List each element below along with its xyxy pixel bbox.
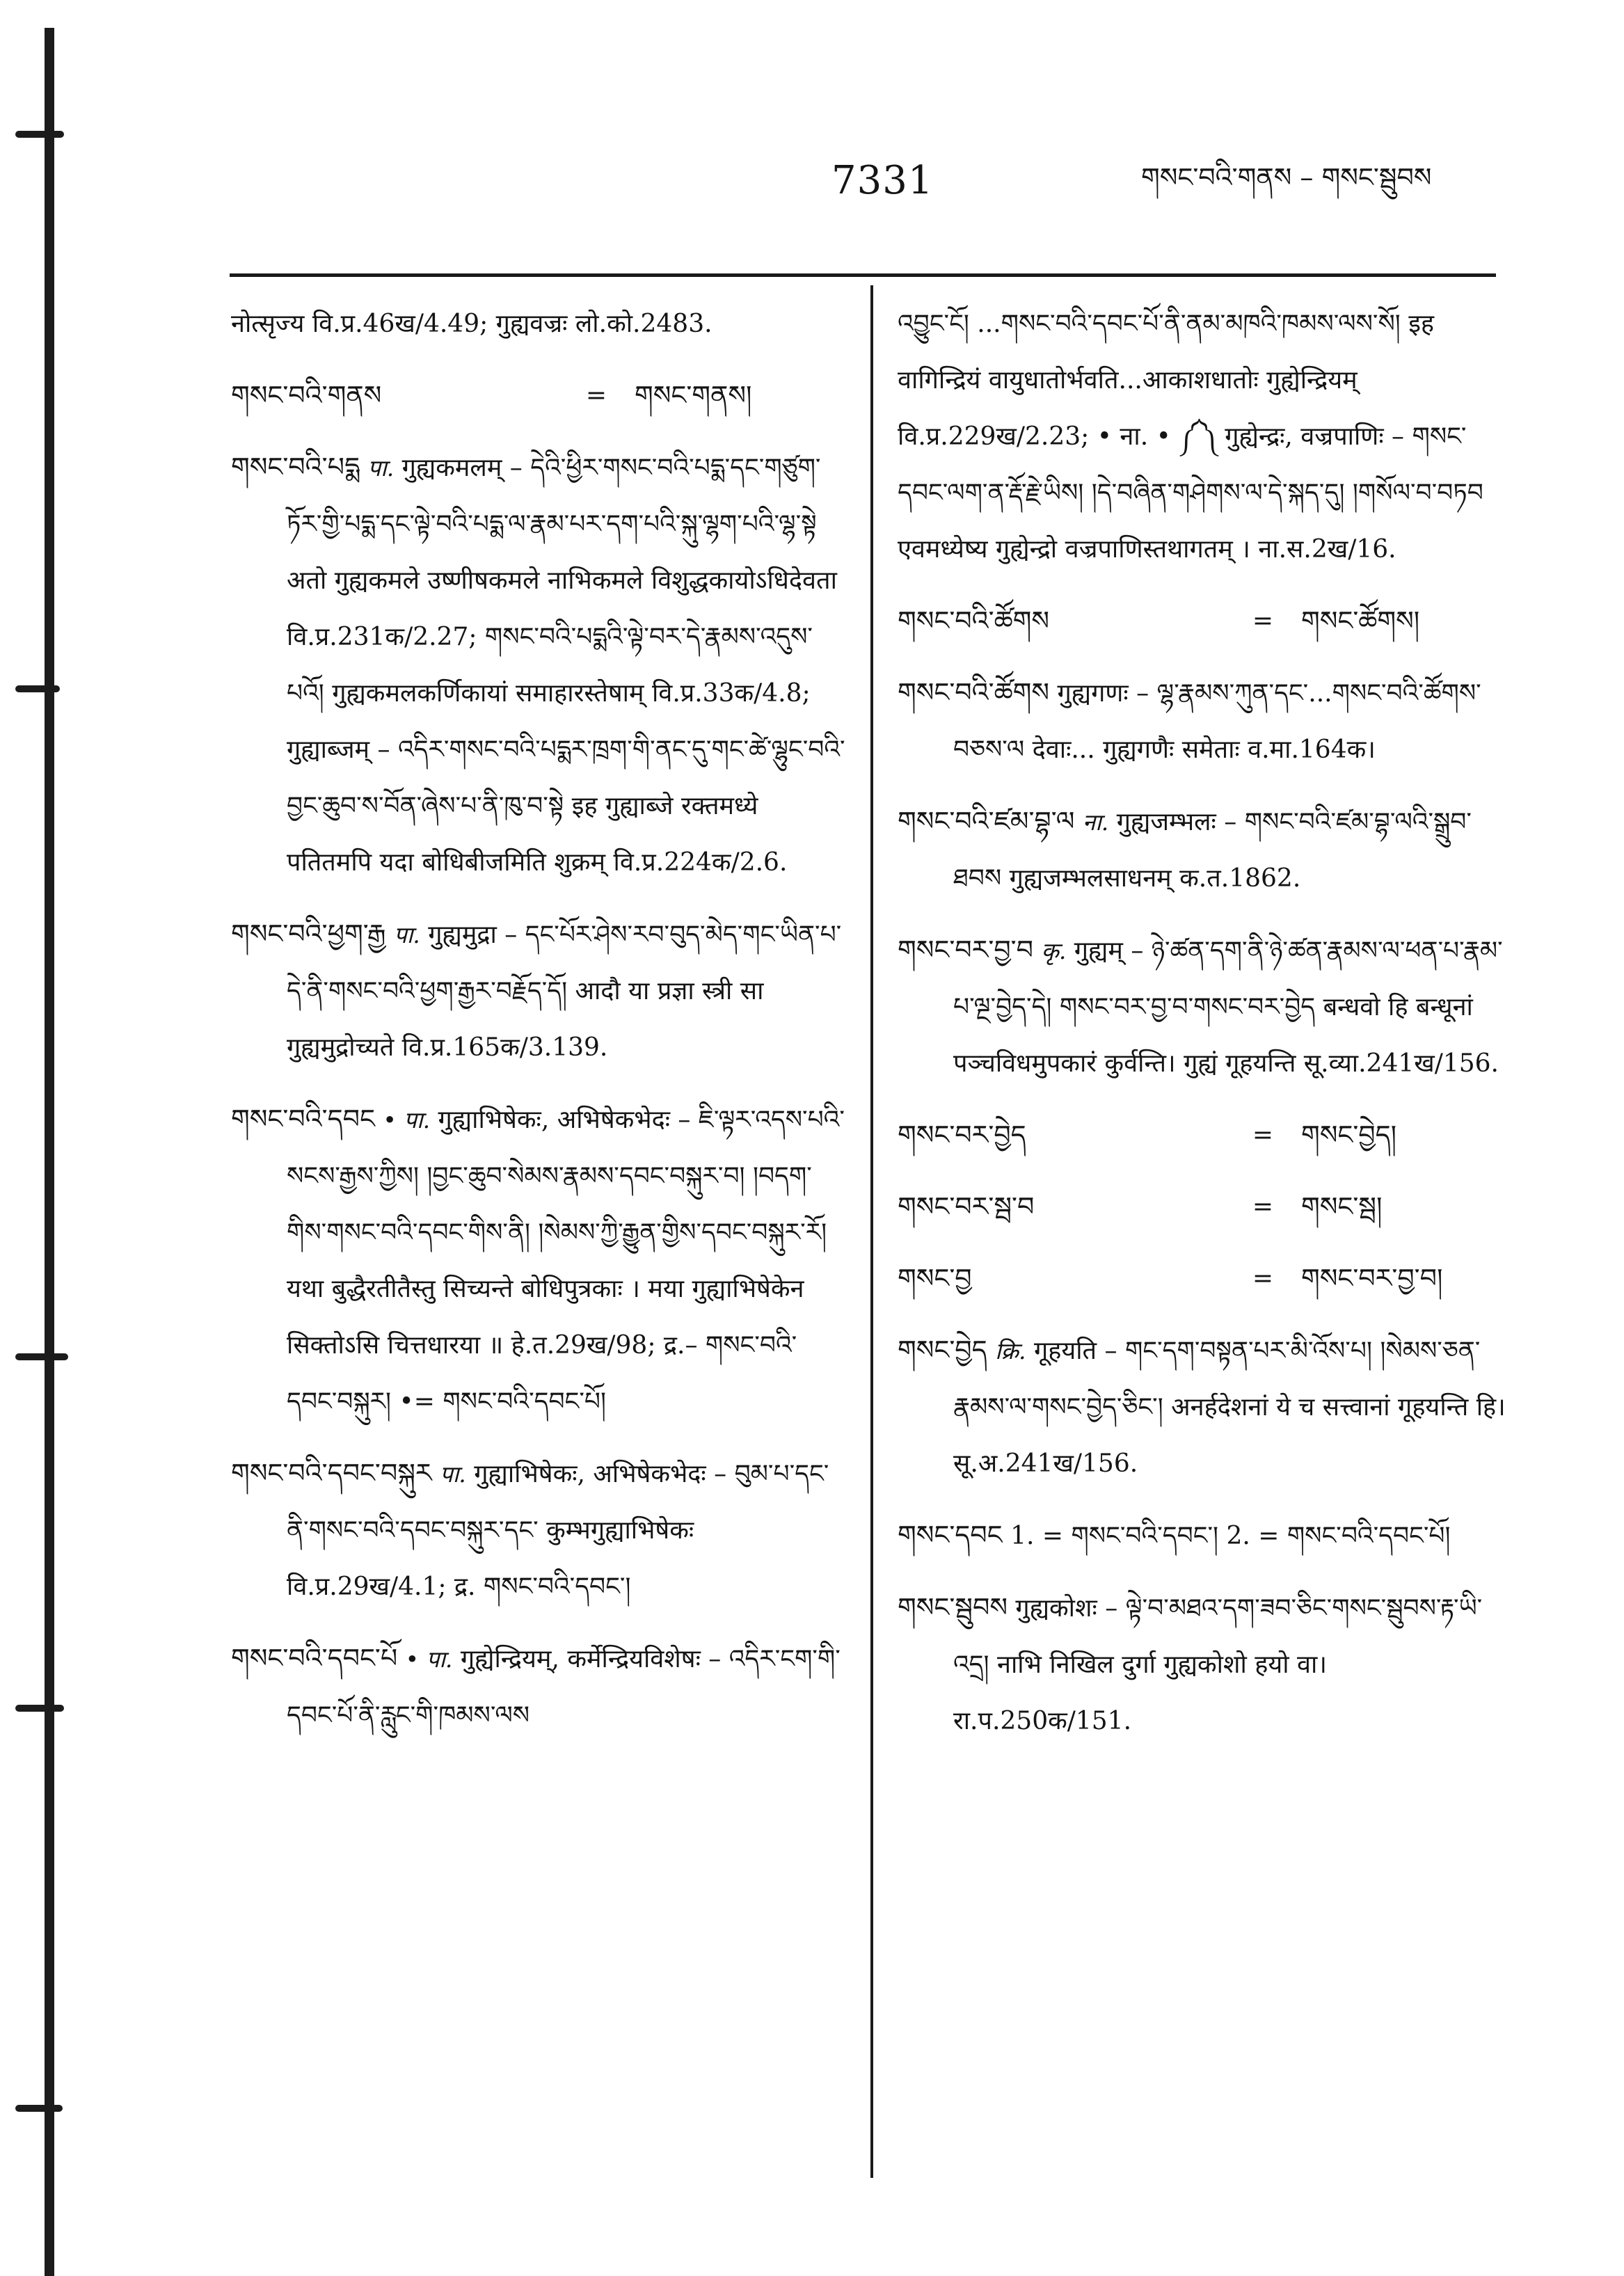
spine-tick (15, 1353, 68, 1360)
entry-continuation (231, 296, 847, 352)
left-column (231, 296, 847, 1759)
part-of-speech: पा. (393, 921, 420, 948)
spine-tick (15, 2105, 63, 2112)
dictionary-entry (898, 665, 1510, 778)
entry-continuation (898, 296, 1510, 578)
equals-sign: = (1252, 607, 1274, 635)
entry-text: गूहयति – གང་དག་བསྟན་པར་མི་འོས་པ། །སེམས་ཅན་རྣམས་ལ་གསང་བྱེད་ཅིང་། अनर्हदेशनां ये च सत्त्वानां गूहयन्ति हि। सू.अ.241ख/156. (953, 1337, 1506, 1478)
entry-text: गुह्याभिषेकः, अभिषेकभेदः – བུམ་པ་དང་ནི་གསང་བའི་དབང་བསྐུར་དང་ कुम्भगुह्याभिषेकः वि.प्र.29ख/4.1; द्र. གསང་བའི་དབང་། (287, 1460, 829, 1601)
headword: གསང་བའི་དབང་བསྐུར (231, 1458, 432, 1488)
headword: གསང་བའི་དབང་པོ (231, 1643, 398, 1673)
spine-tick (15, 685, 60, 692)
entry-text: गुह्यजम्भलः – གསང་བའི་ཛམ་བྷ་ལའི་སྒྲུབ་ཐབས गुह्यजम्भलसाधनम् क.त.1862. (953, 808, 1472, 893)
equals-sign: = (1252, 1193, 1274, 1221)
dictionary-entry (898, 793, 1510, 907)
entry-text: गुह्यगणः – ལྷ་རྣམས་ཀུན་དང་...གསང་བའི་ཚོགས་བཅས་ལ देवाः... गुह्यगणैः समेताः व.मा.164क। (953, 679, 1481, 764)
headword: གསང་བའི་ཚོགས (898, 605, 1050, 636)
reference-target: གསང་སྦ། (1301, 1191, 1383, 1222)
spine-tick (15, 131, 64, 138)
cross-reference-entry (898, 1179, 1510, 1235)
entry-text: गुह्यम् – ཉེ་ཚན་དག་ནི་ཉེ་ཚན་རྣམས་ལ་ཕན་པ་རྣམ་པ་ལྔ་བྱེད་དེ། གསང་བར་བྱ་བ་གསང་བར་བྱེད बन्धवो हि बन्धूनां पञ्चविधमुपकारं कुर्वन्ति। गुह्यं गूहयन्ति सू.व्या.241ख/156. (953, 937, 1503, 1078)
page-number: 7331 (831, 158, 934, 203)
entry-text: गुह्यकमलम् – དེའི་ཕྱིར་གསང་བའི་པདྨ་དང་གཙུག་ཏོར་གྱི་པདྨ་དང་ལྟེ་བའི་པདྨ་ལ་རྣམ་པར་དག་པའི་སྐུ་ལྷག་པའི་ལྷ་སྟེ अतो गुह्यकमले उष्णीषकमले नाभिकमले विशुद्धकायोऽधिदेवता वि.प्र.231क/2.27; གསང་བའི་པདྨའི་ལྟེ་བར་དེ་རྣམས་འདུས་པའོ། गुह्यकमलकर्णिकायां समाहारस्तेषाम् वि.प्र.33क/4.8; गुह्याब्जम् – འདིར་གསང་བའི་པདྨར་ཁྲག་གི་ནང་དུ་གང་ཚེ་ལྷུང་བའི་བྱང་ཆུབ་ས་བོན་ཞེས་པ་ནི་ཁུ་བ་སྟེ इह गुह्याब्जे रक्तमध्ये पतितमपि यदा बोधिबीजमिति शुक्रम् वि.प्र.224क/2.6. (287, 454, 845, 877)
entry-text: नोत्सृज्य वि.प्र.46ख/4.49; गुह्यवज्रः लो.को.2483. (231, 310, 713, 338)
cross-reference-entry (898, 1107, 1510, 1163)
headword: གསང་བའི་ཚོགས (898, 677, 1050, 708)
headword: གསང་བར་སྦ་བ (898, 1191, 1035, 1222)
headword: གསང་བའི་ཛམ་བྷ་ལ (898, 806, 1075, 836)
headword: གསང་བའི་དབང (231, 1104, 375, 1134)
part-of-speech: ना. (1082, 809, 1109, 836)
part-of-speech: • पा. (383, 1106, 431, 1133)
right-column (898, 296, 1510, 1765)
dictionary-entry (898, 1507, 1510, 1564)
headword: གསང་བར་བྱེད (898, 1120, 1026, 1150)
column-divider (870, 285, 873, 2178)
equals-sign: = (585, 381, 607, 410)
entry-text: गुह्येन्द्रियम्, कर्मेन्द्रियविशेषः – འདིར་ངག་གི་དབང་པོ་ནི་རླུང་གི་ཁམས་ལས (287, 1645, 841, 1730)
dictionary-entry (231, 1445, 847, 1615)
headword: གསང་བྱ (898, 1263, 972, 1294)
cross-reference-entry (231, 367, 847, 424)
running-head: གསང་བའི་གནས – གསང་སྦུབས (1141, 162, 1432, 193)
dictionary-entry (231, 439, 847, 891)
headword: གསང་བའི་གནས (231, 380, 382, 411)
entry-text: 1. = གསང་བའི་དབང་། 2. = གསང་བའི་དབང་པོ། (1010, 1522, 1451, 1550)
headword: གསང་བྱེད (898, 1335, 987, 1365)
reference-target: གསང་བར་བྱ་བ། (1301, 1263, 1443, 1294)
reference-target: གསང་གནས། (635, 380, 752, 411)
headword: གསང་བའི་པདྨ (231, 452, 360, 482)
dictionary-entry (231, 1091, 847, 1430)
equals-sign: = (1252, 1264, 1274, 1293)
part-of-speech: पा. (367, 454, 395, 482)
dictionary-entry (231, 906, 847, 1076)
headword: གསང་སྦུབས (898, 1592, 1008, 1623)
dictionary-entry (898, 1322, 1510, 1492)
entry-text: འབྱུང་ངོ། ...གསང་བའི་དབང་པོ་ནི་ནམ་མཁའི་ཁམས་ལས་སོ། इह वागिन्द्रियं वायुधातोर्भवति...आकाशधातोः गुह्येन्द्रियम् वि.प्र.229ख/2.23; • ना. • ༼༽ गुह्येन्द्रः, वज्रपाणिः – གསང་དབང་ལག་ན་རྡོ་རྗེ་ཡིས། །དེ་བཞིན་གཤེགས་ལ་དེ་སྐད་དུ། །གསོལ་བ་བཏབ एवमध्येष्य गुह्येन्द्रो वज्रपाणिस्तथागतम् । ना.स.2ख/16. (898, 310, 1483, 564)
reference-target: གསང་ཚོགས། (1301, 605, 1420, 636)
entry-text: गुह्याभिषेकः, अभिषेकभेदः – ཇི་ལྟར་འདས་པའི་སངས་རྒྱས་ཀྱིས། །བྱང་ཆུབ་སེམས་རྣམས་དབང་བསྐུར་བ། །བདག་གིས་གསང་བའི་དབང་གིས་ནི། །སེམས་ཀྱི་རྒྱུན་གྱིས་དབང་བསྐུར་རོ། यथा बुद्धैरतीतैस्तु सिच्यन्ते बोधिपुत्रकाः । मया गुह्याभिषेकेन सिक्तोऽसि चित्तधारया ॥ हे.त.29ख/98; द्र.– གསང་བའི་དབང་བསྐུར། •= གསང་བའི་དབང་པོ། (287, 1106, 845, 1416)
entry-text: गुह्यमुद्रा – དང་པོར་ཤེས་རབ་བུད་མེད་གང་ཡིན་པ་དེ་ནི་གསང་བའི་ཕྱག་རྒྱར་བརྗོད་དོ། आदौ या प्रज्ञा स्त्री सा गुह्यमुद्रोच्यते वि.प्र.165क/3.139. (287, 921, 842, 1062)
equals-sign: = (1252, 1121, 1274, 1149)
header-rule (230, 273, 1496, 277)
reference-target: གསང་བྱེད། (1301, 1120, 1397, 1150)
dictionary-entry (231, 1630, 847, 1744)
part-of-speech: क्रि. (995, 1337, 1026, 1364)
headword: གསང་བར་བྱ་བ (898, 934, 1034, 965)
dictionary-entry (898, 1579, 1510, 1749)
cross-reference-entry (898, 1250, 1510, 1307)
spine-tick (15, 1705, 64, 1712)
dictionary-entry (898, 922, 1510, 1092)
part-of-speech: • पा. (405, 1646, 453, 1673)
part-of-speech: पा. (440, 1461, 466, 1488)
entry-text: गुह्यकोशः – ལྟེ་བ་མཐའ་དག་ཟབ་ཅིང་གསང་སྦུབས་རྟ་ཡི་འདྲ། नाभि निखिल दुर्गा गुह्यकोशो हयो वा। रा.प.250क/151. (953, 1594, 1483, 1735)
binding-spine (45, 28, 54, 2276)
headword: གསང་དབང (898, 1520, 1003, 1550)
cross-reference-entry (898, 593, 1510, 649)
headword: གསང་བའི་ཕྱག་རྒྱ (231, 918, 386, 949)
part-of-speech: कृ. (1041, 937, 1067, 964)
